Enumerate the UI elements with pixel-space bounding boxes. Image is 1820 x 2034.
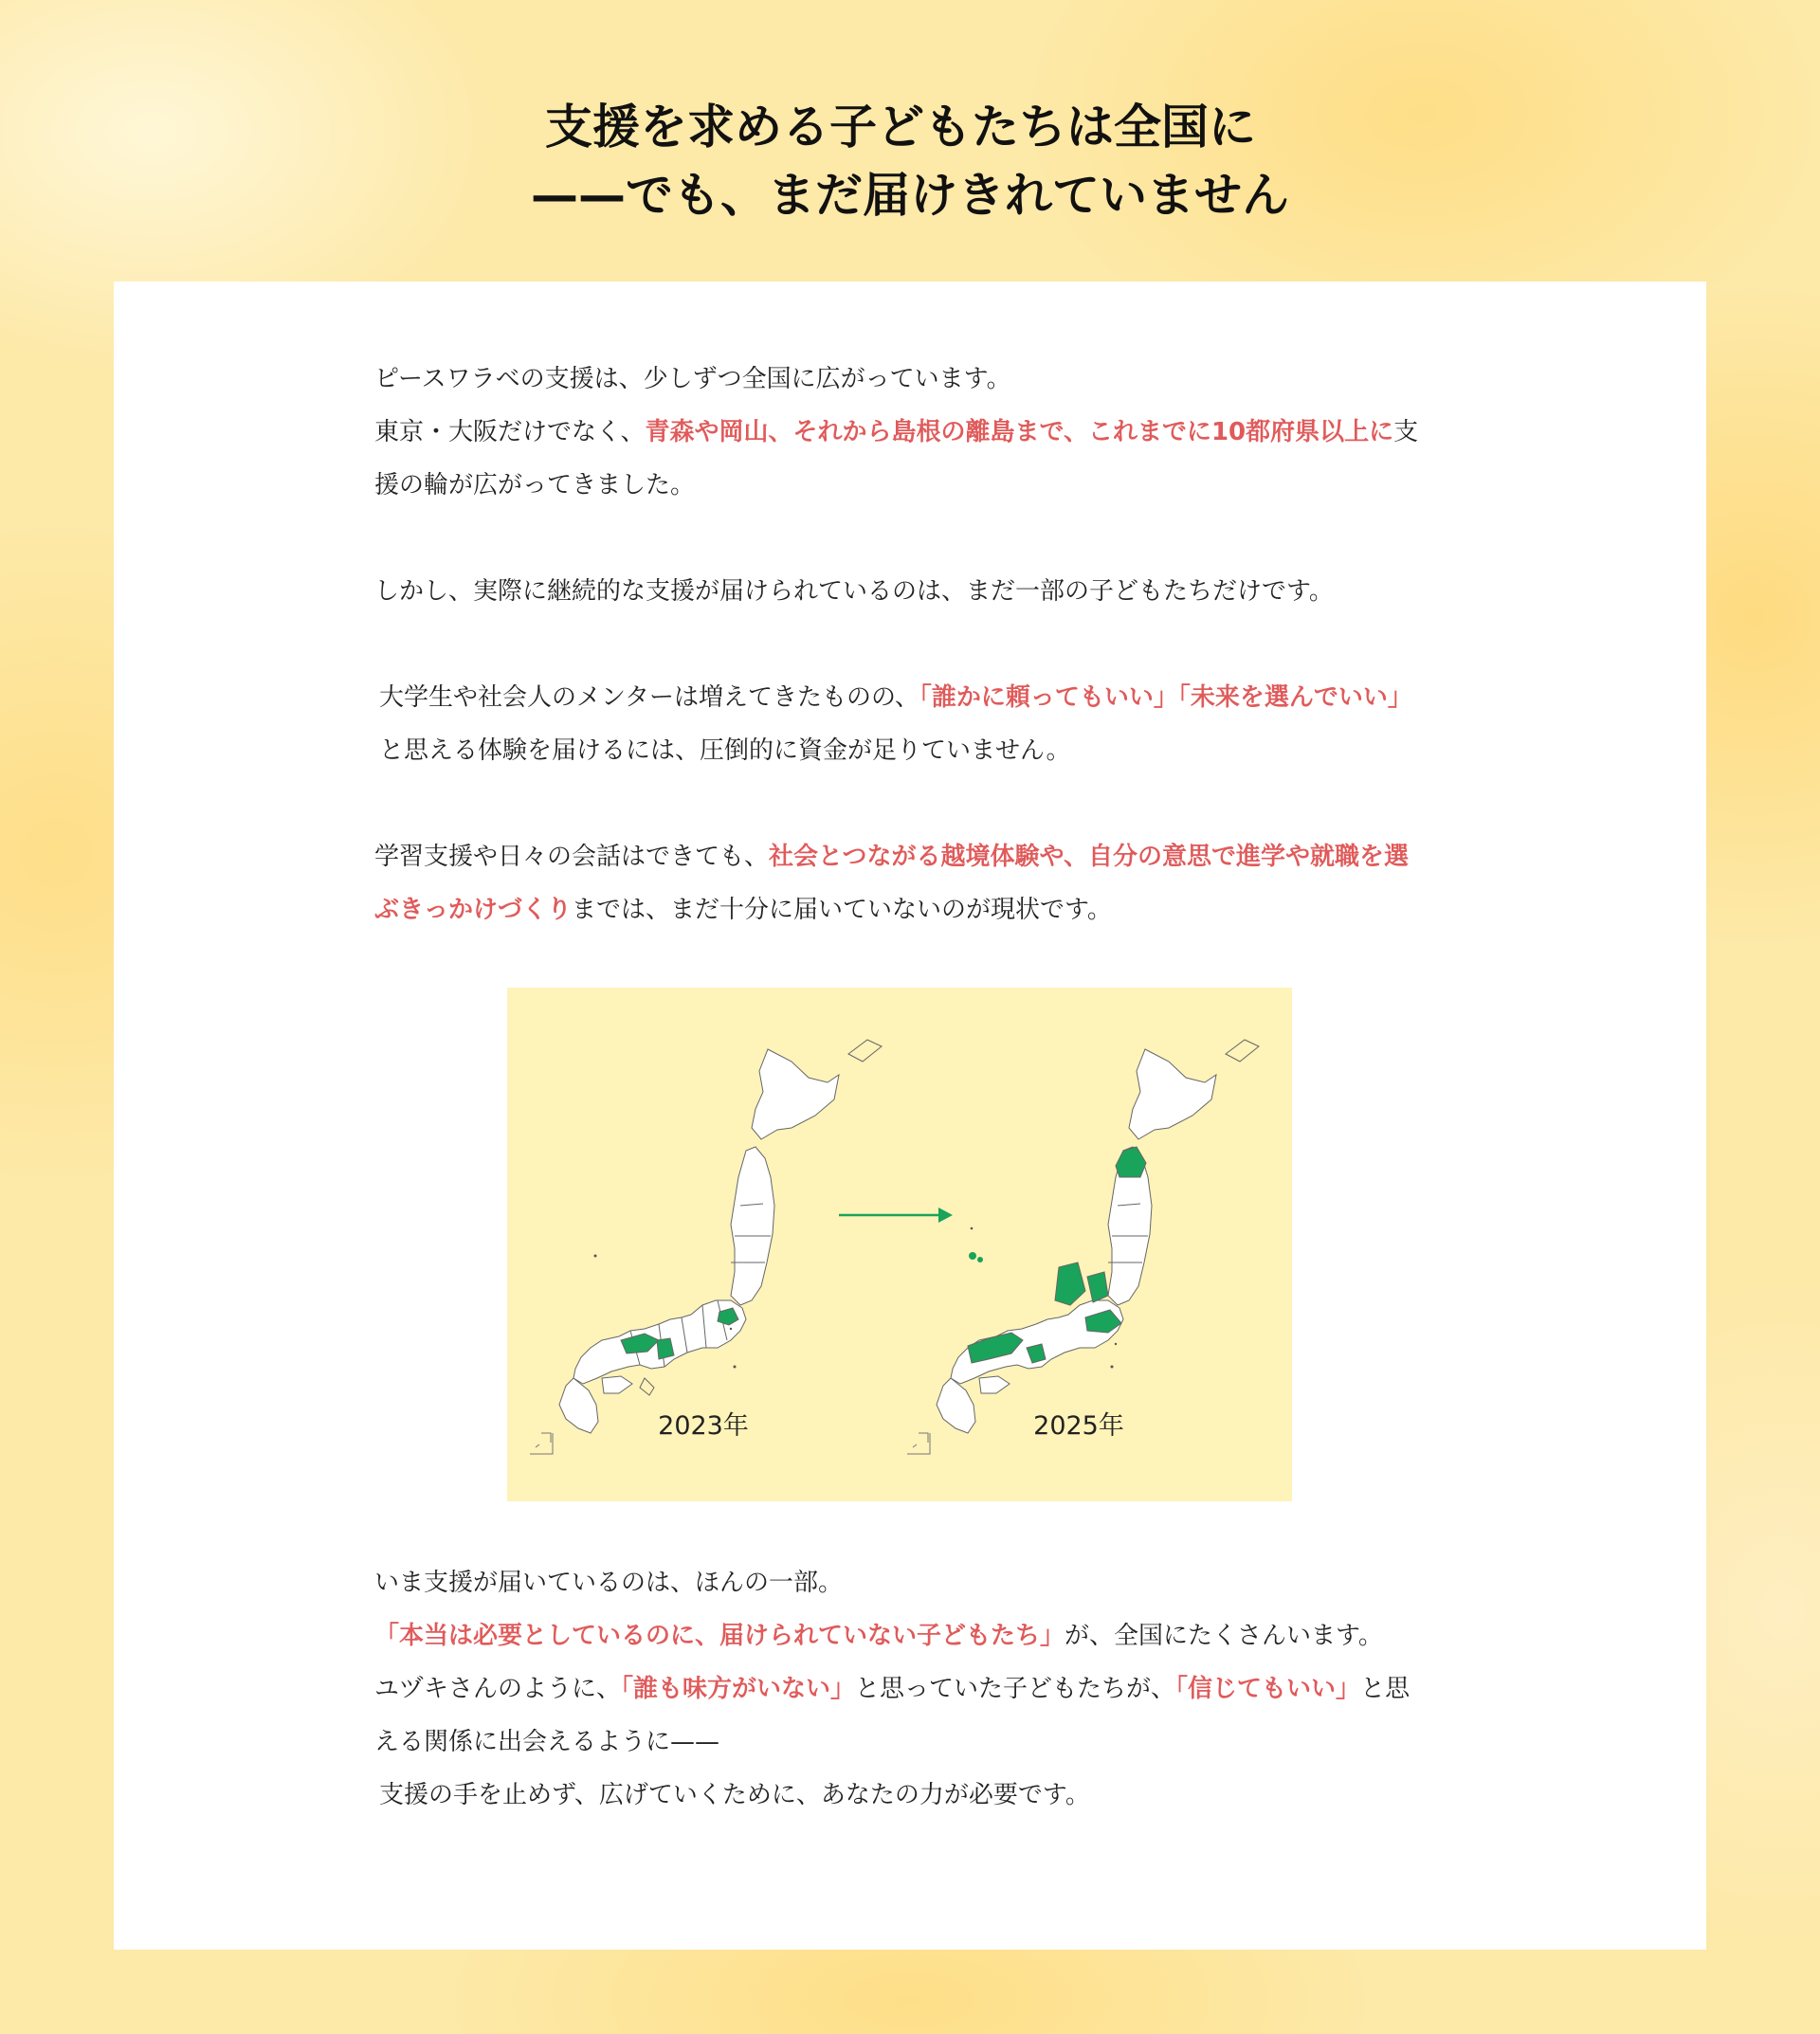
intro-p4-highlight: 「誰かに頼ってもいい」「未来を選んでいい」 bbox=[919, 683, 1412, 712]
intro-p5-text-end: までは、まだ十分に届いていないのが現状です。 bbox=[572, 896, 1112, 924]
heading-line-1: 支援を求める子どもたちは全国に bbox=[545, 100, 1256, 154]
closing-p3-text: ユヅキさんのように、 bbox=[374, 1675, 622, 1703]
japan-map-2023 bbox=[530, 1040, 882, 1454]
intro-p4-text: 大学生や社会人のメンターは増えてきたものの、 bbox=[379, 683, 919, 712]
closing-p1-text: いま支援が届いているのは、ほんの一部。 bbox=[374, 1569, 844, 1597]
closing-paragraph-2 bbox=[374, 1609, 1422, 1662]
japan-map-2025 bbox=[907, 1040, 1259, 1454]
intro-paragraph-1 bbox=[374, 353, 1422, 406]
closing-p4-text: 支援の手を止めず、広げていくために、あなたの力が必要です。 bbox=[379, 1781, 1090, 1809]
closing-p3-text-end: と思える関係に出会えるように—— bbox=[374, 1675, 1410, 1756]
closing-p2-text: が、全国にたくさんいます。 bbox=[1065, 1622, 1383, 1650]
intro-paragraph-5 bbox=[374, 830, 1422, 936]
year-label-after: 2025年 bbox=[1033, 1411, 1124, 1441]
intro-p5-text: 学習支援や日々の会話はできても、 bbox=[374, 843, 770, 871]
closing-paragraph-3 bbox=[374, 1662, 1422, 1769]
closing-p2-highlight: 「本当は必要としているのに、届けられていない子どもたち」 bbox=[374, 1622, 1065, 1650]
closing-p3-highlight-2: 「信じてもいい」 bbox=[1175, 1675, 1361, 1703]
intro-p2-highlight: 青森や岡山、それから島根の離島まで、これまでに10都府県以上に bbox=[645, 418, 1394, 446]
closing-p3-text-mid: と思っていた子どもたちが、 bbox=[855, 1675, 1176, 1703]
intro-paragraph-3 bbox=[374, 565, 1422, 618]
content-card bbox=[114, 281, 1706, 1950]
heading-line-2: ——でも、まだ届けきれていません bbox=[531, 168, 1289, 223]
intro-p4-text-end: と思える体験を届けるには、圧倒的に資金が足りていません。 bbox=[379, 736, 1071, 765]
closing-p3-highlight-1: 「誰も味方がいない」 bbox=[621, 1675, 856, 1703]
intro-p5-highlight: 社会とつながる越境体験や、自分の意思で進学や就職を選ぶきっかけづくり bbox=[374, 843, 1409, 924]
intro-p3-text: しかし、実際に継続的な支援が届けられているのは、まだ一部の子どもたちだけです。 bbox=[374, 577, 1334, 606]
support-map-comparison bbox=[507, 988, 1292, 1501]
intro-paragraph-4 bbox=[374, 671, 1422, 777]
intro-p2-text-end: 支援の輪が広がってきました。 bbox=[374, 418, 1419, 499]
intro-p2-text: 東京・大阪だけでなく、 bbox=[374, 418, 646, 446]
intro-paragraph-2 bbox=[374, 406, 1422, 512]
closing-paragraph-4 bbox=[374, 1769, 1422, 1822]
arrow-icon bbox=[839, 1208, 973, 1229]
year-label-before: 2023年 bbox=[658, 1411, 749, 1441]
intro-text bbox=[374, 353, 1422, 936]
intro-p1-text: ピースワラベの支援は、少しずつ全国に広がっています。 bbox=[374, 365, 1011, 393]
closing-text bbox=[374, 1556, 1422, 1822]
section-heading bbox=[0, 93, 1820, 229]
closing-paragraph-1 bbox=[374, 1556, 1422, 1609]
